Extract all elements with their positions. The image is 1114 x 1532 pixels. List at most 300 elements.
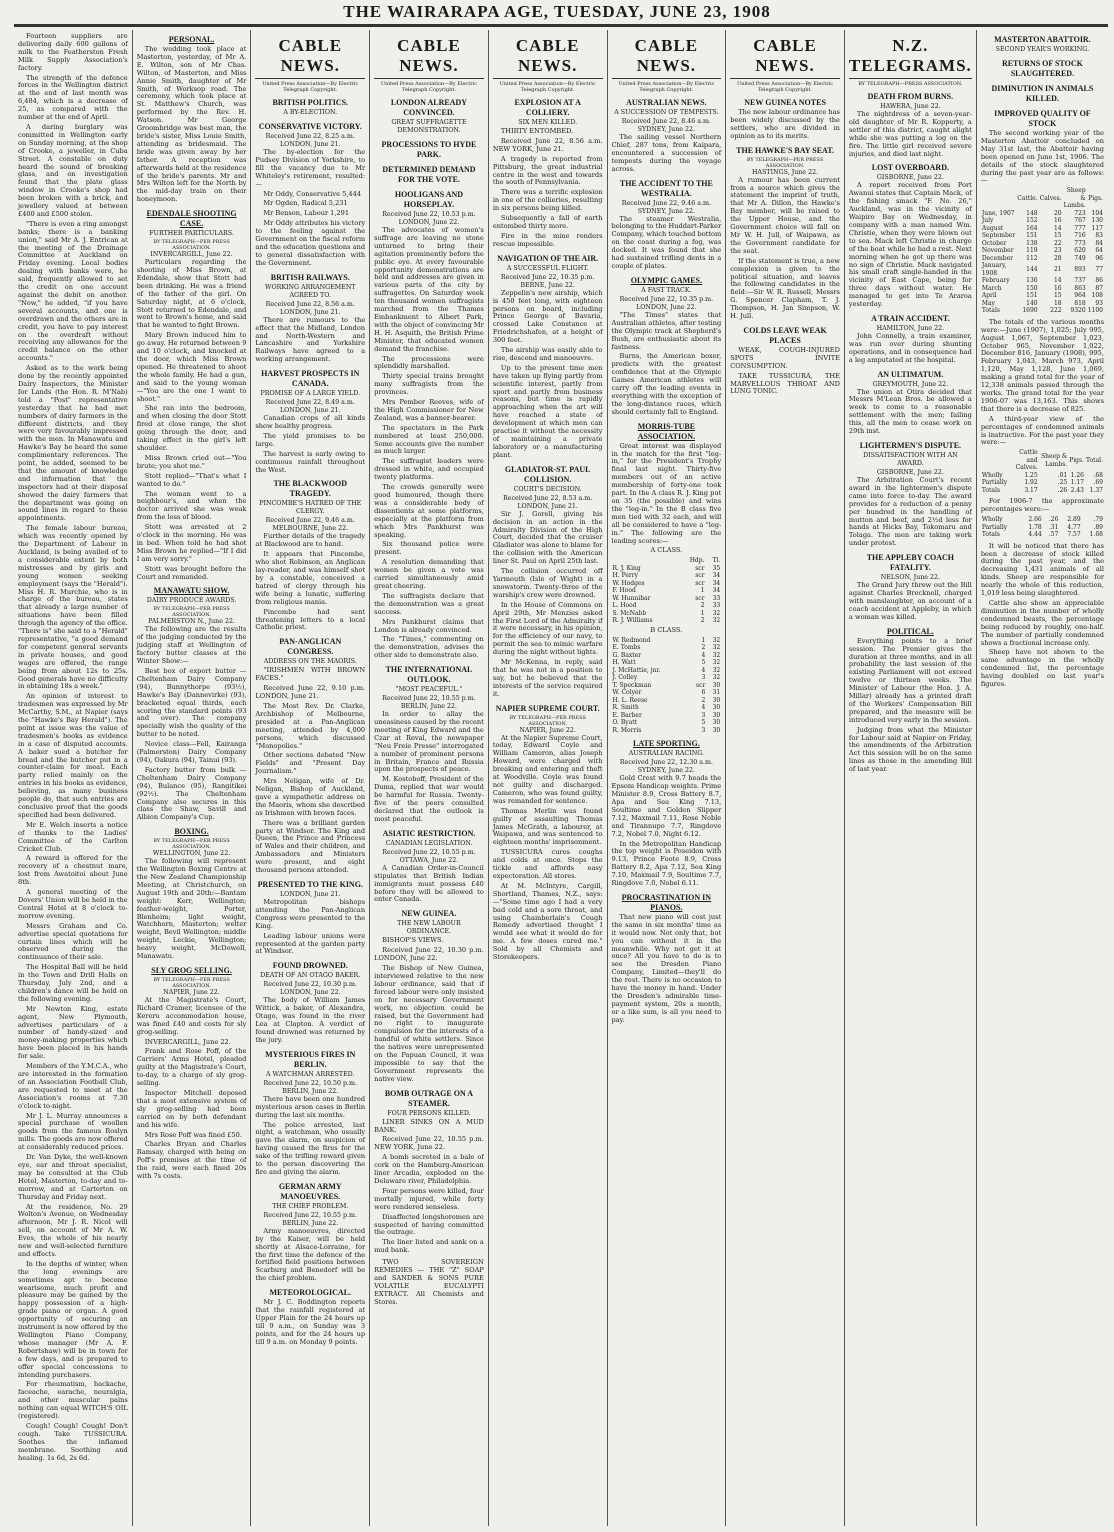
article-paragraph: Mr Oddy, Conservative 5,444 bbox=[263, 189, 362, 198]
table-cell: .68 bbox=[1093, 471, 1103, 479]
table-header-cell: Hdp. bbox=[689, 557, 705, 565]
table-cell: 2 bbox=[700, 602, 705, 610]
table-cell: 83 bbox=[1095, 232, 1103, 240]
article-headline: BRITISH RAILWAYS. bbox=[270, 272, 350, 282]
article bbox=[255, 880, 365, 956]
table-cell: 749 bbox=[1074, 254, 1086, 262]
article-credit: BY TELEGRAPH—PER PRESS ASSOCIATION. bbox=[153, 977, 230, 989]
article-headline: EXPLOSION AT A COLLIERY. bbox=[514, 98, 581, 117]
article-paragraph: The totals of the various months were:—June (1907), 1,025; July 995, August 1,067, September 1,023, October 965, November 1,022, December 816, January (1908), 995, February 1,043, March 973, April 1,120, May 1,128, June 1,069, making a grand total for the year of 12,338 animals passed through the works. The grand total for the year 1906-07 was 13,163. This shows that there is a decrease of 825. bbox=[980, 317, 1104, 413]
article-paragraph: Up to the present time men have taken up flying partly from scientific interest, partly from sport and partly from business reasons, but time is rapidly approaching when the art will have reached a state of development at which men can practise it without the necessity of maintaining a private laboratory or a manufacturing plant. bbox=[492, 363, 603, 459]
article-paragraph: Army manoeuvres, directed by the Kaiser, will be held shortly at Alsace-Lorraine, for the first time the defence of the fortified field positions between Scarburg and Benedorf will be the chief problem. bbox=[255, 1226, 366, 1283]
article bbox=[849, 553, 972, 622]
article-paragraph: There was a brilliant garden party at Windsor. The King and Queen, the Prince and Princess of Wales and their children, and Ambassadors and Ministers were present, and eight thousand persons attended. bbox=[255, 818, 366, 875]
article bbox=[981, 84, 1104, 104]
article-paragraph: Messrs Graham and Co. advertise special quotations for curtain lines which will be observed during the continuance of their sale. bbox=[18, 921, 128, 962]
article-paragraph: A resolution demanding that women be given a vote was carried simultaneously amid great cheering. bbox=[374, 558, 484, 590]
article bbox=[493, 254, 603, 460]
article-headline: POLITICAL. bbox=[886, 626, 934, 636]
table-cell: 4 bbox=[701, 704, 706, 712]
article-paragraph: The union at Otira decided that Messrs M'Lean Bros. be allowed a week to come to a reasonable settlement with the men; failing this, all the men to cease work on 29th inst. bbox=[848, 387, 972, 436]
article-paragraph: LINER SINKS ON A MUD BANK. bbox=[374, 1117, 484, 1134]
table-row bbox=[981, 487, 1104, 495]
table-cell: F. Hood bbox=[612, 587, 636, 595]
article bbox=[981, 35, 1104, 54]
table-cell: 4.44 bbox=[1028, 531, 1042, 539]
table-cell: 777 bbox=[1074, 224, 1086, 232]
article-headline: GLADIATOR-ST. PAUL COLLISION. bbox=[504, 464, 591, 484]
article-subhead: DAIRY PRODUCE AWARDS. bbox=[146, 597, 237, 605]
article-headline: IMPROVED QUALITY OF STOCK bbox=[994, 109, 1091, 128]
article bbox=[374, 190, 484, 660]
table-cell: scr bbox=[695, 579, 705, 587]
article-dateline: INVERCARGILL, June 22. bbox=[150, 251, 233, 259]
table-cell: 32 bbox=[712, 651, 721, 659]
table-cell: S. McNabb bbox=[612, 609, 647, 617]
article-paragraph: It will be noticed that there has been a decrease of stock killed during the past year, and the decreasing 1,431 animals of all kinds. Sheep are responsible for nearly the whole of this reduction, 1,019 less being slaughtered. bbox=[980, 541, 1104, 598]
article-paragraph: She ran into the bedroom, and when closing the door Stott fired at close range, the shot going through the door, and taking effect in the girl's left shoulder. bbox=[136, 404, 247, 452]
article-paragraph: TAKE TUSSICURA, THE MARVELLOUS THROAT AND LUNG TONIC. bbox=[730, 371, 840, 396]
table-cell: 151 bbox=[1026, 232, 1038, 240]
table-header-cell: Sheep & Lambs. bbox=[1041, 453, 1068, 468]
article-headline: PERSONAL. bbox=[168, 35, 215, 44]
table-cell: December bbox=[981, 254, 1014, 262]
table-row bbox=[612, 682, 722, 690]
article-paragraph: The woman went to a neighbour's, and when the doctor arrived she was weak from the loss of blood. bbox=[136, 489, 247, 522]
article-subhead: PROMISE OF A LARGE YIELD. bbox=[260, 390, 360, 398]
table-header-cell: Tl. bbox=[712, 557, 721, 565]
article-headline: PROCRASTINATION IN PIANOS. bbox=[621, 892, 712, 912]
article-headline: BOXING. bbox=[174, 827, 209, 837]
article bbox=[255, 961, 365, 1044]
article-paragraph: Further details of the tragedy at Blackwood are to hand. bbox=[255, 532, 366, 549]
article-headline: LOST OVERBOARD. bbox=[871, 163, 949, 173]
article-paragraph: The steamer Westralia, belonging to the Huddart-Parker Company, which touched bottom on the coast during a fog, was docked. It was found that she had sustained trifling dents in a couple of plates. bbox=[611, 214, 722, 270]
article-paragraph: At the Magistrate's Court, Richard Cramer, licensee of the Kereru accommodation house, was fined £40 and costs for sly grog-selling. bbox=[136, 996, 247, 1036]
table-cell: 14 bbox=[1053, 224, 1062, 232]
article-credit: BY TELEGRAPH—PER PRESS ASSOCIATION. bbox=[746, 156, 824, 169]
article-paragraph: The following will represent the Wellington Boxing Centre at the New Zealand Championship Meeting, at Christchurch, on August 19th and 20th:—Bantam weight: Kerr, Wellington; feather-weight, Porter, Blenheim; light weight, Watchhorn, Masterton; welter weight, Bevil Wellington; middle weight, Leckie, Wellington; heavy weight, McDowell, Manawatu. bbox=[136, 857, 247, 961]
table-cell: 620 bbox=[1074, 247, 1086, 255]
table-cell: Wholly bbox=[981, 471, 1003, 479]
article bbox=[612, 739, 722, 888]
table-cell: 151 bbox=[1026, 292, 1038, 300]
article-headline: BRITISH POLITICS. bbox=[272, 98, 349, 107]
article bbox=[374, 829, 484, 905]
column-banner: N.Z. TELEGRAMS. bbox=[849, 36, 972, 79]
article bbox=[849, 163, 972, 309]
article-paragraph: For 1906-7 the approximate percentages were:— bbox=[980, 497, 1104, 514]
table-cell: Partially bbox=[981, 479, 1008, 487]
article-paragraph: Mary Brown induced him to go away. He returned between 9 and 10 o'clock, and knocked at the door, which Miss Brown opened. He threatened to shoot the whole family. He had a gun, and said to the young woman—"You are the one I want to shoot." bbox=[136, 331, 247, 403]
article-headline: HOOLIGANS AND HORSEPLAY. bbox=[394, 190, 464, 209]
article-dateline: WELLINGTON, June 22. bbox=[152, 850, 231, 858]
table-header-cell: Pigs. bbox=[1088, 194, 1103, 202]
table-cell: 1.68 bbox=[1089, 531, 1103, 539]
article-dateline: Received June 22, 8.25 a.m. LONDON, June 21. bbox=[265, 133, 355, 148]
table-cell: 22 bbox=[1053, 239, 1062, 247]
table-row bbox=[612, 644, 722, 652]
column-banner: CABLE NEWS. bbox=[493, 36, 603, 79]
article-headline: CONSERVATIVE VICTORY. bbox=[258, 122, 362, 131]
table-cell: 108 bbox=[1091, 292, 1103, 300]
article bbox=[730, 98, 840, 141]
article-paragraph: At the Napier Supreme Court, today, Edward Coyle and William Cameron, alias Joseph Howard, were charged with breaking and entering and theft at Woodville. Coyle was found not guilty and discharged. Cameron, who was found guilty, was remanded for sentence. bbox=[492, 733, 603, 805]
table-cell: scr bbox=[695, 564, 705, 572]
article bbox=[849, 92, 972, 158]
article-headline: EDENDALE SHOOTING CASE. bbox=[146, 209, 237, 229]
article bbox=[493, 98, 603, 249]
article-subhead: A SUCCESSION OF TEMPESTS. bbox=[614, 109, 719, 116]
table-cell: E. Barber bbox=[612, 711, 642, 719]
table-cell: 1.92 bbox=[1024, 479, 1038, 487]
article-paragraph: Sir J. Gorell, giving his decision in an action in the Admiralty Division of the High Court, decided that the cruiser Gladiator was alone to blame for the collision with the American liner St. Paul on April 25th last. bbox=[492, 509, 603, 566]
table-cell: H. Watt bbox=[612, 659, 636, 667]
table-cell: June, 1907 bbox=[981, 209, 1015, 217]
table-cell: February bbox=[981, 277, 1010, 285]
column-credit: United Press Association—By Electric Telegraph Copyright. bbox=[618, 81, 715, 93]
article bbox=[374, 1259, 484, 1306]
table-cell: 893 bbox=[1074, 266, 1086, 274]
article-paragraph: TWO SOVEREIGN REMEDIES — THE "Z" SOAP and SANDER & SONS PURE VOLATILE EUCALYPTI EXTRACT. All Chemists and Stores. bbox=[374, 1258, 484, 1306]
table-cell: 2 bbox=[701, 696, 706, 704]
article-headline: PROCESSIONS TO HYDE PARK. bbox=[381, 140, 477, 159]
article bbox=[981, 319, 1104, 495]
article-dateline: Received June 22, 8.56 a.m. LONDON, June 21. bbox=[265, 300, 355, 316]
article-subhead: A BY-ELECTION. bbox=[283, 109, 338, 116]
article-subhead: PINCOMBE'S HATRED OF THE CLERGY. bbox=[259, 500, 362, 516]
table-row bbox=[981, 292, 1104, 300]
article-paragraph: The Most Rev. Dr. Clarke, Archbishop of Melbourne, presided at a Pan-Anglican meeting, attended by 4,000 persons, which discussed "Monopolies." bbox=[255, 701, 366, 750]
article-paragraph: Disaffected longshoremen are suspected of having committed the outrage. bbox=[374, 1212, 484, 1237]
article bbox=[255, 98, 365, 117]
table-cell: 6 bbox=[701, 689, 706, 697]
article-paragraph: Stott replied—"That's what I wanted to do." bbox=[136, 471, 247, 488]
article bbox=[730, 146, 840, 321]
article-paragraph: An opinion of interest to tradesmen was expressed by Mr McCarthy, S.M., at Napier (says the "Hawke's Bay Herald"). The point at issue was the value of tradesmen's books as evidence in a case of disputed accounts. A baker sued a butcher for bread and the butcher put in a counter-claim for meat. Each party relied mainly on the entries in his books as evidence, believing, as many business people do, that such entries are conclusive proof that the goods specified had been delivered. bbox=[18, 692, 128, 819]
article-subhead: ADDRESS ON THE MAORIS. bbox=[263, 658, 357, 666]
article-headline: THE HAWKE'S BAY SEAT. bbox=[736, 145, 834, 155]
article bbox=[612, 98, 722, 174]
column-credit: BY TELEGRAPH—PRESS ASSOCIATION. bbox=[858, 81, 963, 87]
table-cell: Partially bbox=[981, 523, 1008, 531]
article bbox=[374, 1089, 484, 1256]
article-headline: AUSTRALIAN NEWS. bbox=[626, 98, 707, 107]
table-cell: J. Colley bbox=[612, 674, 638, 682]
article-paragraph: Mr J. L. Murray announces a special purchase of woollen goods from the famous Roslyn mills. The goods are now offered at considerably reduced prices. bbox=[18, 1111, 128, 1152]
article-dateline: Received June 22, 10.35 p.m. LONDON, June 22. bbox=[619, 295, 714, 311]
article-paragraph: "The Times" states that Australian athletes, after testing the Olympic track at Shepherd's Bush, are enthusiastic about its fastness. bbox=[611, 310, 722, 351]
table-cell: 34 bbox=[712, 572, 721, 580]
table-cell: G. Baxter bbox=[612, 651, 642, 659]
table-row bbox=[981, 277, 1104, 285]
table-header-cell bbox=[981, 449, 1008, 472]
article-subhead: AUSTRALIAN RACING. bbox=[628, 750, 705, 758]
article bbox=[137, 586, 247, 822]
article-headline: COLDS LEAVE WEAK PLACES bbox=[743, 325, 827, 345]
article-paragraph: Four persons were killed, four mortally injured, while forty were rendered senseless. bbox=[374, 1186, 484, 1211]
table-cell: W. Hodges bbox=[612, 579, 645, 587]
article bbox=[849, 441, 972, 548]
article-paragraph: Leading labour unions were represented at the garden party at Windsor. bbox=[255, 931, 366, 956]
article-dateline: NELSON, June 22. bbox=[880, 574, 940, 582]
table-row bbox=[981, 255, 1104, 263]
article-headline: MORRIS-TUBE ASSOCIATION. bbox=[637, 421, 696, 441]
article-paragraph: Canadian crops of all kinds show healthy progress. bbox=[255, 414, 366, 431]
table-row bbox=[612, 602, 722, 610]
article-paragraph: In the House of Commons on April 29th, Mr Menzies asked the First Lord of the Admiralty if it were necessary, in his opinion, for the efficiency of our navy, to permit the sea to mimic warfare during the night without lights. bbox=[492, 600, 603, 657]
article-paragraph: The body of William James Wittick, a baker, of Alexandra, Otago, was found in the river Lea at Clapton. A verdict of found drowned was returned by the jury. bbox=[255, 996, 366, 1044]
table-cell: 144 bbox=[1026, 266, 1038, 274]
table-row bbox=[612, 580, 722, 588]
table-cell: 104 bbox=[1091, 209, 1103, 217]
table-cell: Totals bbox=[981, 486, 1000, 494]
table-cell: T. Speckman bbox=[612, 681, 652, 689]
article bbox=[849, 314, 972, 365]
table-cell: R. Morris bbox=[612, 726, 642, 734]
article-paragraph: Mr J. C. Boddington reports that the rainfall registered at Upper Plain for the 24 hours up till 9 a.m., on Sunday was 3 points, and for the 24 hours up till 9 a.m. on Monday 9 points. bbox=[255, 1298, 366, 1346]
table-cell: 3 bbox=[701, 674, 706, 682]
table-cell: .79 bbox=[1093, 516, 1103, 524]
article-subhead: THE CHIEF PROBLEM. bbox=[272, 1202, 349, 1210]
score-table bbox=[612, 557, 722, 625]
article-paragraph: The strength of the defence forces in the Wellington district at the end of last month was 6,484, which is a decrease of 25, as compared with the number at the end of April. bbox=[18, 73, 128, 122]
article-subhead: A WATCHMAN ARRESTED. bbox=[266, 1070, 355, 1078]
article bbox=[374, 98, 484, 135]
table-cell: scr bbox=[695, 594, 705, 602]
table-cell: 32 bbox=[712, 666, 721, 674]
article-headline: METEOROLOGICAL. bbox=[269, 1288, 352, 1298]
table-cell: .26 bbox=[1057, 486, 1068, 494]
table-row bbox=[612, 652, 722, 660]
article bbox=[137, 827, 247, 961]
article-paragraph: "There is even a ring amongst banks; there is a banking union," said Mr A. J. Entrican at the meeting of the Drainage Committee at Auckland on Friday evening. Local bodies dealing with banks were, he said, frequently allowed to set the credit on one account against the debit on another. "Now," he added, "if you have several accounts, and one is overdrawn and the others are in credit, you have to pay interest on the overdraft without receiving any allowance for the credit balance on the other accounts." bbox=[18, 219, 128, 363]
table-cell: 32 bbox=[712, 636, 721, 644]
article-paragraph: The Hospital Ball will be held in the Town and Drill Halls on Thursday, July 2nd, and a children's dance will be held on the following evening. bbox=[18, 963, 128, 1003]
article-credit: BY TELEGRAPH—PER PRESS ASSOCIATION. bbox=[153, 838, 230, 851]
article-paragraph: The spectators in the Park numbered at least 250,000. Some accounts give the number as much larger. bbox=[374, 423, 484, 456]
article bbox=[730, 326, 840, 396]
table-cell: 150 bbox=[1026, 284, 1038, 292]
article-paragraph: Dr. Van Dyke, the well-known eye, ear and throat specialist, may be consulted at the Club Hotel, Masterton, to-day and to-morrow, and at Carterton on Thursday and Friday next. bbox=[18, 1153, 128, 1201]
column-credit: United Press Association—By Electric Telegraph Copyright. bbox=[737, 81, 834, 93]
article-paragraph: The suffragists declare that the demonstration was a great success. bbox=[374, 591, 484, 616]
table-cell: January, 1908 bbox=[981, 262, 1007, 277]
article-paragraph: Inspector Mitchell deposed that a most extensive system of sly grog-selling had been carried on by both defendant and his wife. bbox=[136, 1088, 247, 1129]
table-cell: 1.78 bbox=[1028, 523, 1042, 531]
table-cell: 9320 bbox=[1070, 307, 1086, 315]
table-cell: 32 bbox=[712, 644, 721, 652]
article-paragraph: In the depths of winter, when the long evenings are sometimes apt to become wearisome, much profit and pleasure may be gained by the happy possession of a high-grade piano or organ. A good opportunity of securing an instrument is now offered by the Wellington Piano Company, whose manager (Mr A. F. Robertshaw) will be in town for a few days, and is prepared to offer special concessions to intending purchasers. bbox=[18, 1259, 128, 1379]
article-paragraph: Mrs Pember Reeves, wife of the High Commissioner for New Zealand, was a banner-bearer. bbox=[374, 398, 484, 422]
table-cell: .31 bbox=[1048, 523, 1059, 531]
table-cell: 34 bbox=[712, 587, 721, 595]
table-cell: 32 bbox=[712, 617, 721, 625]
article-headline: DEATH FROM BURNS. bbox=[867, 92, 954, 101]
columns bbox=[14, 30, 1108, 1526]
article-subhead: "MOST PEACEFUL." bbox=[395, 686, 463, 694]
table-cell: 84 bbox=[1095, 239, 1103, 247]
table-cell: 1 bbox=[701, 636, 706, 644]
column-6 bbox=[608, 30, 727, 1526]
column-banner: CABLE NEWS. bbox=[730, 36, 840, 79]
table-row bbox=[981, 472, 1104, 480]
table-cell: October bbox=[981, 239, 1007, 247]
article-headline: MASTERTON ABATTOIR. bbox=[994, 35, 1091, 44]
table-cell: 28 bbox=[1053, 254, 1062, 262]
table-cell: 64 bbox=[1095, 247, 1103, 255]
article-paragraph: There have been one hundred mysterious arson cases in Berlin during the last six months. bbox=[255, 1094, 366, 1119]
article-paragraph: Best box of export butter — Cheltenham Dairy Company (94), Bunnythorpe (93½), Hawke's Bay (Dannevirke) (93), bracketed equal thirds, each scoring the standard points (93 and over). The company specially wish the quality of the butter to be noted. bbox=[136, 667, 247, 739]
table-cell: 18 bbox=[1053, 299, 1062, 307]
article-dateline: Received June 22, 10.55 p.m. BERLIN, June 22. bbox=[382, 695, 476, 711]
article bbox=[981, 543, 1104, 689]
table-cell: .01 bbox=[1057, 471, 1068, 479]
table-cell: 21 bbox=[1053, 266, 1062, 274]
article-paragraph: It appears that Pincombe, who shot Robinson, an Anglican lay-reader, and was himself shot by a constable, conceived a hatred of clergy through his wife being a lunatic, suffering from religious mania. bbox=[255, 550, 366, 606]
article-paragraph: Fourteen suppliers are delivering daily 600 gallons of milk to the Featherston Fresh Milk Supply Association's factory. bbox=[18, 32, 128, 72]
article-dateline: GISBORNE, June 22. bbox=[876, 174, 944, 182]
article-dateline: Received June 22, 8.49 a.m. LONDON, June 21. bbox=[265, 399, 355, 415]
article-paragraph: Sheep have not shown to the same advantage in the wholly condemned list, the percentage having doubled on last year's figures. bbox=[980, 648, 1104, 689]
article-paragraph: Particulars regarding the shooting of Miss Brown, at Edendale, show that Stott had been drinking. He was a friend of the father of the girl. On Saturday night, at 6 o'clock, Stott returned to Edendale, and went to Brown's home, and said that he wanted to fight Brown. bbox=[136, 258, 247, 330]
table-cell: August bbox=[981, 224, 1004, 232]
article-paragraph: In the Metropolitan Handicap the top weight is Poseidon with 9.13, Prince Foote 8.9, Cross Battery 8.2, Apa 7.12, Sea King 7.10, Maxmail 7.9, Soultime 7.7, Ringdove 7.0, Nobel 6.11. bbox=[611, 839, 722, 888]
article-headline: NEW GUINEA. bbox=[401, 909, 457, 919]
table-cell: 93 bbox=[1095, 299, 1103, 307]
column-credit: United Press Association—By Electric Telegraph Copyright. bbox=[380, 81, 477, 93]
article-paragraph: The nightdress of a seven-year-old daughter of Mr R. Kopperty, a settler of this district, caught alight while she was putting a log on the fire. The little girl received severe injuries, and died last night. bbox=[848, 110, 972, 158]
table-cell: 1.26 bbox=[1070, 471, 1084, 479]
column-banner: CABLE NEWS. bbox=[255, 36, 365, 79]
article-paragraph: Great interest was displayed in the match for the first "leg-in," for the President's Trophy final last night. Thirty-five members out of an active membership of forty-one took part. In the A class R. J. King put on 35 (the possible) and wins the "leg-in." In the B class five men tied with 32 each, and will all be considered to have a "leg-in." The following are the leading scores:— bbox=[611, 441, 722, 545]
article-paragraph: Asked as to the work being done by the recently appointed Dairy Inspectors, the Minister for Lands (the Hon. R. M'Nab) told a "Post" representative yesterday that he had met numbers of dairy farmers in the different districts, and they were very favourably impressed with the men. In Manawatu and Hawke's Bay he heard the same complimentary references. The point, he added, seemed to be that the amount of knowledge and information that the inspectors had at their disposal showed the dairy farmers that the department was going on sound lines in regard to these appointments. bbox=[18, 364, 128, 523]
table-cell: .57 bbox=[1048, 531, 1059, 539]
article-subhead: FOUR PERSONS KILLED. bbox=[387, 1109, 471, 1117]
article-paragraph: Everything points to a brief session. The Premier gives the duration at three months, and in all probability the last session of the existing Parliament will not exceed twelve or thirteen weeks. The Minister of Labour (the Hon. J. A. Millar) already has a printed draft of the Workers' Compensation Bill prepared, and the measure will be introduced very early in the session. bbox=[848, 636, 972, 724]
column-2 bbox=[133, 30, 252, 1526]
article-paragraph: The female labour bureau, which was recently opened by the Department of Labour in Auckland, is being availed of to a considerable extent by both mistresses and by girls and young women seeking employment (says the "Herald"). Miss H. R. Murchie, who is in charge of the bureau, states that already a large number of situations have been filled through the agency of the office. "There is" she said to a "Herald" representative, "a good demand for competent general servants in private houses, and good wages are offered, the range being from about 12s to 25s. Good generals have no difficulty in obtaining 18s a week." bbox=[18, 524, 128, 691]
article-paragraph: A rumour has been current from a source which gives the statement the imprint of truth, that Mr A. Dillon, the Hawke's Bay member, will be raised to the Upper House, and the Government choice will fall on Mr W. H. Jull, of Waipawa, as the Government candidate for the seat. bbox=[730, 175, 840, 255]
article-paragraph: Mr Ogden, Radical 5,231 bbox=[263, 199, 348, 208]
table-row bbox=[612, 565, 722, 573]
article bbox=[137, 966, 247, 1181]
article-dateline: HAMILTON, June 22. bbox=[876, 324, 945, 332]
stock-table bbox=[981, 187, 1104, 315]
table-row bbox=[612, 712, 722, 720]
article-paragraph: BISHOP'S VIEWS. bbox=[382, 936, 444, 945]
article-subhead: GREAT SUFFRAGETTE DEMONSTRATION. bbox=[391, 119, 467, 134]
table-cell: 1100 bbox=[1087, 307, 1103, 315]
table-cell: November bbox=[981, 247, 1014, 255]
article bbox=[255, 1288, 365, 1346]
article-subhead: A FAST TRACK. bbox=[641, 286, 692, 294]
table-cell: 35 bbox=[712, 564, 721, 572]
table-cell: 3 bbox=[701, 711, 706, 719]
table-cell: 30 bbox=[712, 696, 721, 704]
table-cell: 164 bbox=[1026, 224, 1038, 232]
table-cell: 148 bbox=[1026, 209, 1038, 217]
article-paragraph: The police arrested, last night, a watchman, who usually gave the alarm, on suspicion of having caused the fires for the sake of the trifling reward given to the person discovering the fire and giving the alarm. bbox=[255, 1120, 366, 1176]
article-paragraph: M. Kostoboff, President of the Duma, replied that war would be harmful for Russia. Twenty-five of the peers consulted declared that the outlook is most peaceful. bbox=[374, 775, 484, 823]
table-cell: 1.17 bbox=[1070, 479, 1084, 487]
article-paragraph: Members of the Y.M.C.A., who are interested in the formation of an Association Football Club, are requested to meet at the Association's rooms at 7.30 o'clock to-night. bbox=[18, 1062, 128, 1110]
score-class-title: B CLASS. bbox=[650, 625, 683, 634]
table-row bbox=[981, 210, 1104, 218]
table-cell: 4 bbox=[701, 651, 706, 659]
article-paragraph: The wedding took place at Masterton, yesterday, of Mr A. E. Wilton, son of Mr Chas. Wilton, of Masterton, and Miss Annie Smith, daughter of Mr Smith, of Worksop road. The ceremony, which took place at St. Matthew's Church, was performed by the Rev. H. Watson. Mr George Groombridge was best man, the bride's sister, Miss Louie Smith, attending as bridesmaid. The bride was given away by her father. A reception was afterwards held at the residence of the bride's parents. Mr and Mrs Wilton left for the North by the mid-day train on their honeymoon. bbox=[136, 45, 247, 204]
table-cell: 16 bbox=[1053, 217, 1062, 225]
article bbox=[255, 479, 365, 632]
article bbox=[849, 627, 972, 774]
article bbox=[374, 665, 484, 824]
article-paragraph: A Canadian Order-in-Council stipulates that British Indian immigrants must possess £40 before they will be allowed to enter Canada. bbox=[374, 863, 484, 904]
article-dateline: Received June 22, 9.46 a.m. MELBOURNE, June 22. bbox=[265, 517, 355, 533]
table-cell: April bbox=[981, 292, 997, 300]
article-subhead: FURTHER PARTICULARS. bbox=[149, 230, 234, 238]
table-row bbox=[612, 587, 722, 595]
article-headline: SLY GROG SELLING. bbox=[151, 966, 232, 975]
table-cell: 4 bbox=[701, 666, 706, 674]
table-cell: 31 bbox=[712, 689, 721, 697]
article bbox=[255, 1050, 365, 1177]
article-paragraph: The Bishop of New Guinea, interviewed relative to the new labour ordinance, said that if forced labour were only insisted on for necessary Government work, no objection could be raised, but the Government had no right to inaugurate compulsion for the interests of a handful of white settlers. Since the natives were unrepresented on the Papuan Council, it was impossible to say that the Government represents the native view. bbox=[374, 964, 484, 1083]
article-subhead: DEATH OF AN OTAGO BAKER. bbox=[260, 972, 361, 980]
column-8 bbox=[845, 30, 977, 1526]
table-cell: 140 bbox=[1026, 299, 1038, 307]
table-row bbox=[612, 617, 722, 625]
table-cell: 32 bbox=[712, 659, 721, 667]
table-header-cell: Sheep & Lambs. bbox=[1063, 187, 1086, 210]
article-credit: BY TELEGRAPH—PER PRESS ASSOCIATION. bbox=[509, 714, 586, 727]
table-header-cell bbox=[981, 187, 1016, 210]
table-cell: 30 bbox=[712, 719, 721, 727]
article bbox=[612, 276, 722, 417]
table-cell: 32 bbox=[712, 609, 721, 617]
table-cell: 15 bbox=[1053, 232, 1062, 240]
table-cell: 23 bbox=[1053, 247, 1062, 255]
table-cell: 86 bbox=[1095, 277, 1103, 285]
article-paragraph: Received June 22, 8.56 a.m. NEW YORK, June 21. bbox=[492, 136, 603, 153]
table-cell: 2 bbox=[701, 644, 706, 652]
article-headline: ASIATIC RESTRICTION. bbox=[382, 828, 476, 838]
table-cell: Wholly bbox=[981, 516, 1003, 524]
article-paragraph: A daring burglary was committed in Wellington early on Sunday morning, at the shop of Crooke, a jeweller, in Cuba Street. A constable on duty heard the sound of breaking glass, and on investigation found that the plate glass window in Crooke's shop had been broken with a brick, and jewellery valued at between £400 and £500 stolen. bbox=[18, 122, 128, 218]
table-row bbox=[612, 727, 722, 735]
article bbox=[493, 704, 603, 962]
article-subhead: COURT'S DECISION. bbox=[513, 485, 582, 493]
table-cell: .25 bbox=[1057, 479, 1068, 487]
table-cell: 117 bbox=[1091, 224, 1103, 232]
article-subhead: CANADIAN LEGISLATION. bbox=[385, 839, 473, 847]
table-cell: 3.17 bbox=[1024, 486, 1038, 494]
article-paragraph: Mrs Pankhurst claims that London is already convinced. bbox=[374, 617, 484, 634]
table-cell: 16 bbox=[1053, 284, 1062, 292]
article-paragraph: The second working year of the Masterton Abattoir concluded on May 31st last, the Abattoir having been opened on June 1st, 1906. The details of the stock slaughtered during the past year are as follows:— bbox=[980, 129, 1104, 185]
article-paragraph: Cattle also show an appreciable diminution in the number of wholly condemned beasts, the percentage being reduced by roughly, one-half. The number of partially condemned shows a fractional increase only. bbox=[980, 599, 1104, 647]
table-cell: 33 bbox=[712, 602, 721, 610]
article bbox=[981, 498, 1104, 538]
article-paragraph: Factory butter from bulk — Cheltenham Dairy Company (94), Bulance (95), Rangitikei (92½). The Cheltenham Company also secures in this class the Shaw, Savill and Albion Company's Cup. bbox=[136, 765, 247, 822]
article-dateline: Received June 22, 8.53 a.m. LONDON, June 21. bbox=[503, 494, 593, 510]
table-row bbox=[981, 232, 1104, 240]
table-row bbox=[981, 262, 1104, 277]
table-header-cell bbox=[612, 557, 679, 565]
table-row bbox=[612, 667, 722, 675]
table-header-cell: Cattle. bbox=[1017, 194, 1038, 202]
table-cell: 30 bbox=[712, 726, 721, 734]
table-cell: 818 bbox=[1074, 299, 1086, 307]
